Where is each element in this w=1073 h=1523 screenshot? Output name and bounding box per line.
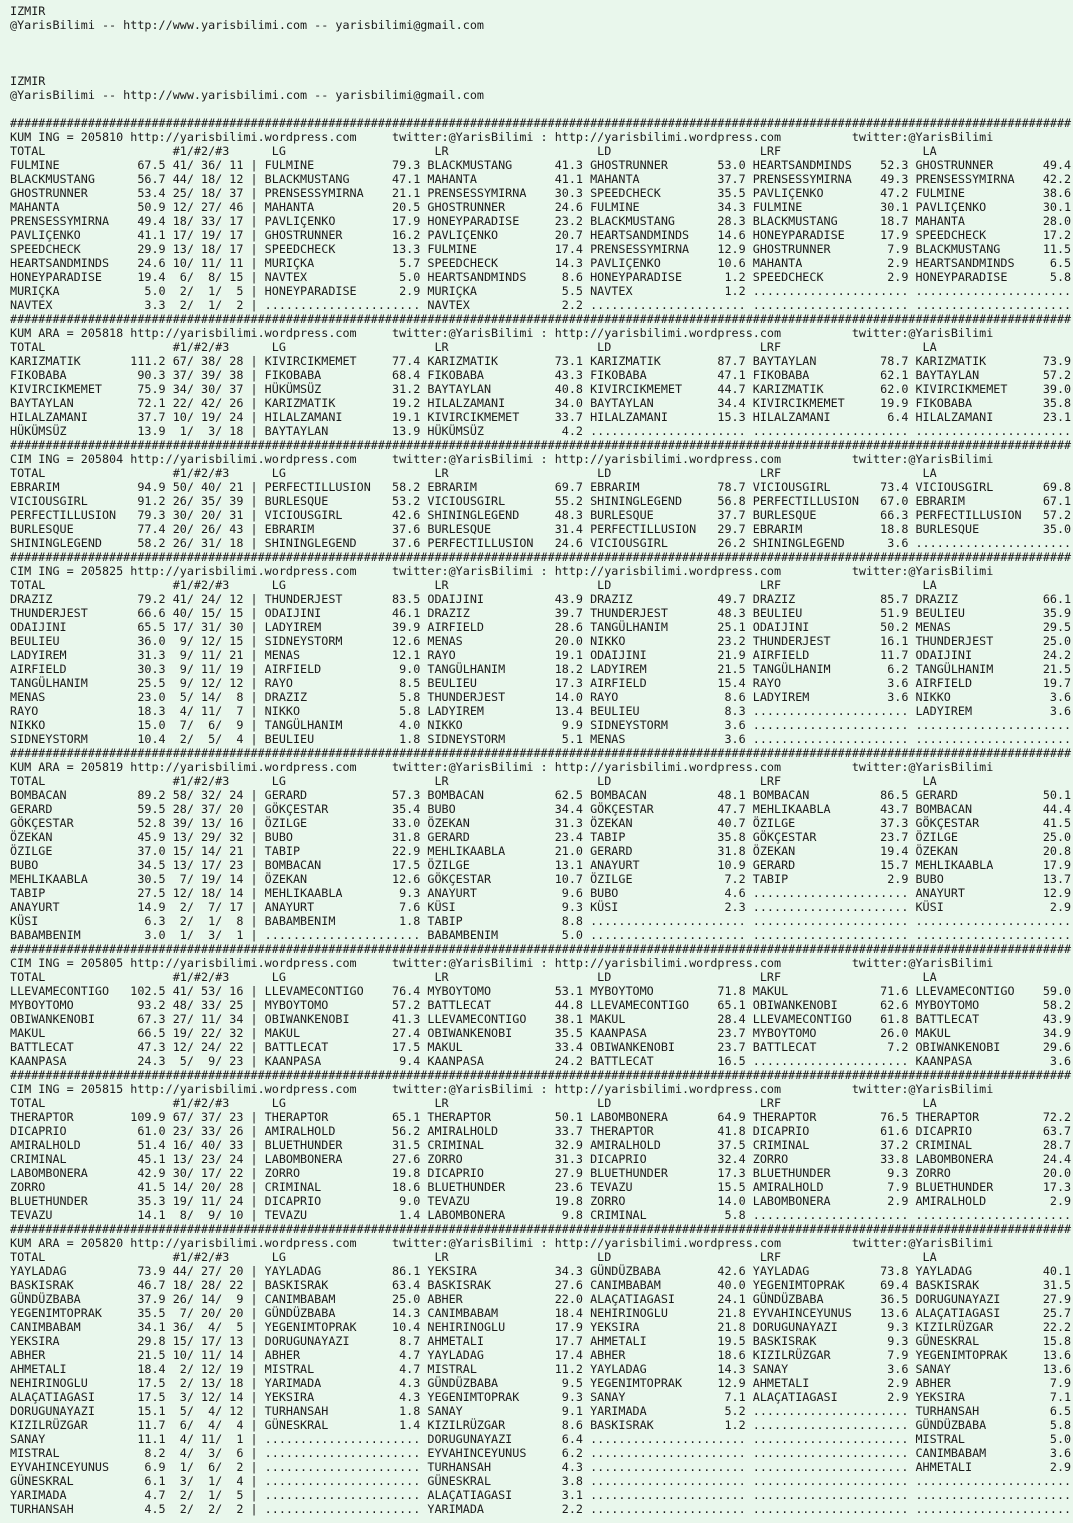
- separator-line: ######################################################################################################################################################: [10, 1068, 1072, 1082]
- data-row: DICAPRIO 61.0 23/ 33/ 26 | AMIRALHOLD 56.2 AMIRALHOLD 33.7 THERAPTOR 41.8 DICAPRIO 61.6 DICAPRIO 63.7: [10, 1124, 1072, 1138]
- data-row: AMIRALHOLD 51.4 16/ 40/ 33 | BLUETHUNDER 31.5 CRIMINAL 32.9 AMIRALHOLD 37.5 CRIMINAL 37.2 CRIMINAL 28.7: [10, 1138, 1072, 1152]
- data-row: LADYIREM 31.3 9/ 11/ 21 | MENAS 12.1 RAYO 19.1 ODAIJINI 21.9 AIRFIELD 11.7 ODAIJINI 24.2: [10, 648, 1072, 662]
- data-row: BAYTAYLAN 72.1 22/ 42/ 26 | KARIZMATIK 19.2 HILALZAMANI 34.0 BAYTAYLAN 34.4 KIVIRCIKMEMET 19.9 FIKOBABA 35.8: [10, 396, 1072, 410]
- data-row: BOMBACAN 89.2 58/ 32/ 24 | GERARD 57.3 BOMBACAN 62.5 BOMBACAN 48.1 BOMBACAN 86.5 GERARD 50.1: [10, 788, 1072, 802]
- data-row: YAYLADAG 73.9 44/ 27/ 20 | YAYLADAG 86.1 YEKSIRA 34.3 GÜNDÜZBABA 42.6 YAYLADAG 73.8 YAYLADAG 40.1: [10, 1264, 1072, 1278]
- column-header-row: TOTAL #1/#2/#3 LG LR LD LRF LA: [10, 144, 937, 158]
- data-row: NIKKO 15.0 7/ 6/ 9 | TANGÜLHANIM 4.0 NIKKO 9.9 SIDNEYSTORM 3.6 ...................... ......................: [10, 718, 1072, 732]
- data-row: BABAMBENIM 3.0 1/ 3/ 1 | ...................... BABAMBENIM 5.0 ...................... ...................... ......................: [10, 928, 1072, 942]
- blank-line: [10, 46, 1073, 60]
- data-row: GHOSTRUNNER 53.4 25/ 18/ 37 | PRENSESSYMIRNA 21.1 PRENSESSYMIRNA 30.3 SPEEDCHECK 35.5 PAVLIÇENKO 47.2 FULMINE 38.6: [10, 186, 1072, 200]
- data-row: HILALZAMANI 37.7 10/ 19/ 24 | HILALZAMANI 19.1 KIVIRCIKMEMET 33.7 HILALZAMANI 15.3 HILALZAMANI 6.4 HILALZAMANI 23.1: [10, 410, 1072, 424]
- data-row: OBIWANKENOBI 67.3 27/ 11/ 34 | OBIWANKENOBI 41.3 LLEVAMECONTIGO 38.1 MAKUL 28.4 LLEVAMECONTIGO 61.8 BATTLECAT 43.9: [10, 1012, 1072, 1026]
- data-row: LABOMBONERA 42.9 30/ 17/ 22 | ZORRO 19.8 DICAPRIO 27.9 BLUETHUNDER 17.3 BLUETHUNDER 9.3 ZORRO 20.0: [10, 1166, 1072, 1180]
- data-row: SPEEDCHECK 29.9 13/ 18/ 17 | SPEEDCHECK 13.3 FULMINE 17.4 PRENSESSYMIRNA 12.9 GHOSTRUNNER 7.9 BLACKMUSTANG 11.5: [10, 242, 1072, 256]
- data-row: KIVIRCIKMEMET 75.9 34/ 30/ 37 | HÜKÜMSÜZ 31.2 BAYTAYLAN 40.8 KIVIRCIKMEMET 44.7 KARIZMATIK 62.0 KIVIRCIKMEMET 39.0: [10, 382, 1072, 396]
- data-row: MYBOYTOMO 93.2 48/ 33/ 25 | MYBOYTOMO 57.2 BATTLECAT 44.8 LLEVAMECONTIGO 65.1 OBIWANKENOBI 62.6 MYBOYTOMO 58.2: [10, 998, 1072, 1012]
- data-row: VICIOUSGIRL 91.2 26/ 35/ 39 | BURLESQUE 53.2 VICIOUSGIRL 55.2 SHININGLEGEND 56.8 PERFECTILLUSION 67.0 EBRARIM 67.1: [10, 494, 1072, 508]
- data-row: TANGÜLHANIM 25.5 9/ 12/ 12 | RAYO 8.5 BEULIEU 17.3 AIRFIELD 15.4 RAYO 3.6 AIRFIELD 19.7: [10, 676, 1072, 690]
- data-row: SIDNEYSTORM 10.4 2/ 5/ 4 | BEULIEU 1.8 SIDNEYSTORM 5.1 MENAS 3.6 ...................... ......................: [10, 732, 1072, 746]
- data-row: MEHLIKAABLA 30.5 7/ 19/ 14 | ÖZEKAN 12.6 GÖKÇESTAR 10.7 ÖZILGE 7.2 TABIP 2.9 BUBO 13.7: [10, 872, 1072, 886]
- data-row: ANAYURT 14.9 2/ 7/ 17 | ANAYURT 7.6 KÜSI 9.3 KÜSI 2.3 ...................... KÜSI 2.9: [10, 900, 1072, 914]
- data-row: PERFECTILLUSION 79.3 30/ 20/ 31 | VICIOUSGIRL 42.6 SHININGLEGEND 48.3 BURLESQUE 37.7 BURLESQUE 66.3 PERFECTILLUSION 57.2: [10, 508, 1072, 522]
- data-row: PAVLIÇENKO 41.1 17/ 19/ 17 | GHOSTRUNNER 16.2 PAVLIÇENKO 20.7 HEARTSANDMINDS 14.6 HONEYPARADISE 17.9 SPEEDCHECK 17.2: [10, 228, 1072, 242]
- data-row: RAYO 18.3 4/ 11/ 7 | NIKKO 5.8 LADYIREM 13.4 BEULIEU 8.3 ...................... LADYIREM 3.6: [10, 704, 1072, 718]
- section-title: KUM ING = 205810 http://yarisbilimi.wordpress.com twitter:@YarisBilimi : http://yarisbilimi.wordpress.com twitter:@YarisBilimi: [10, 130, 994, 144]
- separator-line: ######################################################################################################################################################: [10, 116, 1072, 130]
- data-row: YARIMADA 4.7 2/ 1/ 5 | ...................... ALAÇATIAGASI 3.1 ...................... ...................... ......................: [10, 1488, 1072, 1502]
- data-row: YEGENIMTOPRAK 35.5 7/ 20/ 20 | GÜNDÜZBABA 14.3 CANIMBABAM 18.4 NEHIRINOGLU 21.8 EYVAHINCEYUNUS 13.6 ALAÇATIAGASI 25.7: [10, 1306, 1072, 1320]
- separator-line: ######################################################################################################################################################: [10, 550, 1072, 564]
- data-row: MAHANTA 50.9 12/ 27/ 46 | MAHANTA 20.5 GHOSTRUNNER 24.6 FULMINE 34.3 FULMINE 30.1 PAVLIÇENKO 30.1: [10, 200, 1072, 214]
- data-row: CANIMBABAM 34.1 36/ 4/ 5 | YEGENIMTOPRAK 10.4 NEHIRINOGLU 17.9 YEKSIRA 21.8 DORUGUNAYAZI 9.3 KIZILRÜZGAR 22.2: [10, 1320, 1072, 1334]
- column-header-row: TOTAL #1/#2/#3 LG LR LD LRF LA: [10, 774, 937, 788]
- data-row: BURLESQUE 77.4 20/ 26/ 43 | EBRARIM 37.6 BURLESQUE 31.4 PERFECTILLUSION 29.7 EBRARIM 18.8 BURLESQUE 35.0: [10, 522, 1072, 536]
- location-line: IZMIR: [10, 4, 46, 18]
- separator-line: ######################################################################################################################################################: [10, 1222, 1072, 1236]
- data-row: THERAPTOR 109.9 67/ 37/ 23 | THERAPTOR 65.1 THERAPTOR 50.1 LABOMBONERA 64.9 THERAPTOR 76.5 THERAPTOR 72.2: [10, 1110, 1072, 1124]
- section-title: KUM ARA = 205818 http://yarisbilimi.wordpress.com twitter:@YarisBilimi : http://yarisbilimi.wordpress.com twitter:@YarisBilimi: [10, 326, 994, 340]
- data-row: ÖZILGE 37.0 15/ 14/ 21 | TABIP 22.9 MEHLIKAABLA 21.0 GERARD 31.8 ÖZEKAN 19.4 ÖZEKAN 20.8: [10, 844, 1072, 858]
- data-row: GERARD 59.5 28/ 37/ 20 | GÖKÇESTAR 35.4 BUBO 34.4 GÖKÇESTAR 47.7 MEHLIKAABLA 43.7 BOMBACAN 44.4: [10, 802, 1072, 816]
- data-row: BASKISRAK 46.7 18/ 28/ 22 | BASKISRAK 63.4 BASKISRAK 27.6 CANIMBABAM 40.0 YEGENIMTOPRAK 69.4 BASKISRAK 31.5: [10, 1278, 1072, 1292]
- section-title: KUM ARA = 205819 http://yarisbilimi.wordpress.com twitter:@YarisBilimi : http://yarisbilimi.wordpress.com twitter:@YarisBilimi: [10, 760, 994, 774]
- data-row: BLUETHUNDER 35.3 19/ 11/ 24 | DICAPRIO 9.0 TEVAZU 19.8 ZORRO 14.0 LABOMBONERA 2.9 AMIRALHOLD 2.9: [10, 1194, 1072, 1208]
- data-row: CRIMINAL 45.1 13/ 23/ 24 | LABOMBONERA 27.6 ZORRO 31.3 DICAPRIO 32.4 ZORRO 33.8 LABOMBONERA 24.4: [10, 1152, 1072, 1166]
- data-row: PRENSESSYMIRNA 49.4 18/ 33/ 17 | PAVLIÇENKO 17.9 HONEYPARADISE 23.2 BLACKMUSTANG 28.3 BLACKMUSTANG 18.7 MAHANTA 28.0: [10, 214, 1072, 228]
- data-row: KÜSI 6.3 2/ 1/ 8 | BABAMBENIM 1.8 TABIP 8.8 ...................... ...................... ......................: [10, 914, 1072, 928]
- data-row: TABIP 27.5 12/ 18/ 14 | MEHLIKAABLA 9.3 ANAYURT 9.6 BUBO 4.6 ...................... ANAYURT 12.9: [10, 886, 1072, 900]
- data-row: ABHER 21.5 10/ 11/ 14 | ABHER 4.7 YAYLADAG 17.4 ABHER 18.6 KIZILRÜZGAR 7.9 YEGENIMTOPRAK 13.6: [10, 1348, 1072, 1362]
- data-row: HONEYPARADISE 19.4 6/ 8/ 15 | NAVTEX 5.0 HEARTSANDMINDS 8.6 HONEYPARADISE 1.2 SPEEDCHECK 2.9 HONEYPARADISE 5.8: [10, 270, 1072, 284]
- separator-line: ######################################################################################################################################################: [10, 438, 1072, 452]
- section-title: CIM ING = 205825 http://yarisbilimi.wordpress.com twitter:@YarisBilimi : http://yarisbilimi.wordpress.com twitter:@YarisBilimi: [10, 564, 994, 578]
- data-row: ALAÇATIAGASI 17.5 3/ 12/ 14 | YEKSIRA 4.3 YEGENIMTOPRAK 9.3 SANAY 7.1 ALAÇATIAGASI 2.9 YEKSIRA 7.1: [10, 1390, 1072, 1404]
- data-row: EBRARIM 94.9 50/ 40/ 21 | PERFECTILLUSION 58.2 EBRARIM 69.7 EBRARIM 78.7 VICIOUSGIRL 73.4 VICIOUSGIRL 69.8: [10, 480, 1072, 494]
- separator-line: ######################################################################################################################################################: [10, 746, 1072, 760]
- column-header-row: TOTAL #1/#2/#3 LG LR LD LRF LA: [10, 340, 937, 354]
- column-header-row: TOTAL #1/#2/#3 LG LR LD LRF LA: [10, 970, 937, 984]
- section-title: CIM ING = 205805 http://yarisbilimi.wordpress.com twitter:@YarisBilimi : http://yarisbilimi.wordpress.com twitter:@YarisBilimi: [10, 956, 994, 970]
- data-row: ÖZEKAN 45.9 13/ 29/ 32 | BUBO 31.8 GERARD 23.4 TABIP 35.8 GÖKÇESTAR 23.7 ÖZILGE 25.0: [10, 830, 1072, 844]
- data-row: MAKUL 66.5 19/ 22/ 32 | MAKUL 27.4 OBIWANKENOBI 35.5 KAANPASA 23.7 MYBOYTOMO 26.0 MAKUL 34.9: [10, 1026, 1072, 1040]
- separator-line: ######################################################################################################################################################: [10, 312, 1072, 326]
- data-row: GÜNDÜZBABA 37.9 26/ 14/ 9 | CANIMBABAM 25.0 ABHER 22.0 ALAÇATIAGASI 24.1 GÜNDÜZBABA 36.5 DORUGUNAYAZI 27.9: [10, 1292, 1072, 1306]
- data-row: FULMINE 67.5 41/ 36/ 11 | FULMINE 79.3 BLACKMUSTANG 41.3 GHOSTRUNNER 53.0 HEARTSANDMINDS 52.3 GHOSTRUNNER 49.4: [10, 158, 1072, 172]
- contact-line: @YarisBilimi -- http://www.yarisbilimi.com -- yarisbilimi@gmail.com: [10, 18, 484, 32]
- data-row: TEVAZU 14.1 8/ 9/ 10 | TEVAZU 1.4 LABOMBONERA 9.8 CRIMINAL 5.8 ...................... ......................: [10, 1208, 1072, 1222]
- data-row: ZORRO 41.5 14/ 20/ 28 | CRIMINAL 18.6 BLUETHUNDER 23.6 TEVAZU 15.5 AMIRALHOLD 7.9 BLUETHUNDER 17.3: [10, 1180, 1072, 1194]
- data-row: HEARTSANDMINDS 24.6 10/ 11/ 11 | MURIÇKA 5.7 SPEEDCHECK 14.3 PAVLIÇENKO 10.6 MAHANTA 2.9 HEARTSANDMINDS 6.5: [10, 256, 1072, 270]
- data-row: MISTRAL 8.2 4/ 3/ 6 | ...................... EYVAHINCEYUNUS 6.2 ...................... ...................... CANIMBABAM 3.6: [10, 1446, 1072, 1460]
- data-row: LLEVAMECONTIGO 102.5 41/ 53/ 16 | LLEVAMECONTIGO 76.4 MYBOYTOMO 53.1 MYBOYTOMO 71.8 MAKUL 71.6 LLEVAMECONTIGO 59.0: [10, 984, 1072, 998]
- blank-line: [10, 60, 1073, 74]
- data-row: ODAIJINI 65.5 17/ 31/ 30 | LADYIREM 39.9 AIRFIELD 28.6 TANGÜLHANIM 25.1 ODAIJINI 50.2 MENAS 29.5: [10, 620, 1072, 634]
- data-row: MENAS 23.0 5/ 14/ 8 | DRAZIZ 5.8 THUNDERJEST 14.0 RAYO 8.6 LADYIREM 3.6 NIKKO 3.6: [10, 690, 1072, 704]
- data-row: AIRFIELD 30.3 9/ 11/ 19 | AIRFIELD 9.0 TANGÜLHANIM 18.2 LADYIREM 21.5 TANGÜLHANIM 6.2 TANGÜLHANIM 21.5: [10, 662, 1072, 676]
- column-header-row: TOTAL #1/#2/#3 LG LR LD LRF LA: [10, 1250, 937, 1264]
- data-row: SANAY 11.1 4/ 11/ 1 | ...................... DORUGUNAYAZI 6.4 ...................... ...................... MISTRAL 5.0: [10, 1432, 1072, 1446]
- section-title: KUM ARA = 205820 http://yarisbilimi.wordpress.com twitter:@YarisBilimi : http://yarisbilimi.wordpress.com twitter:@YarisBilimi: [10, 1236, 994, 1250]
- data-row: KARIZMATIK 111.2 67/ 38/ 28 | KIVIRCIKMEMET 77.4 KARIZMATIK 73.1 KARIZMATIK 87.7 BAYTAYLAN 78.7 KARIZMATIK 73.9: [10, 354, 1072, 368]
- data-row: BEULIEU 36.0 9/ 12/ 15 | SIDNEYSTORM 12.6 MENAS 20.0 NIKKO 23.2 THUNDERJEST 16.1 THUNDERJEST 25.0: [10, 634, 1072, 648]
- data-row: HÜKÜMSÜZ 13.9 1/ 3/ 18 | BAYTAYLAN 13.9 HÜKÜMSÜZ 4.2 ...................... ...................... ......................: [10, 424, 1072, 438]
- data-row: TURHANSAH 4.5 2/ 2/ 2 | ...................... YARIMADA 2.2 ...................... ...................... ......................: [10, 1502, 1072, 1516]
- data-row: DRAZIZ 79.2 41/ 24/ 12 | THUNDERJEST 83.5 ODAIJINI 43.9 DRAZIZ 49.7 DRAZIZ 85.7 DRAZIZ 66.1: [10, 592, 1072, 606]
- section-title: CIM ING = 205804 http://yarisbilimi.wordpress.com twitter:@YarisBilimi : http://yarisbilimi.wordpress.com twitter:@YarisBilimi: [10, 452, 994, 466]
- data-row: BATTLECAT 47.3 12/ 24/ 22 | BATTLECAT 17.5 MAKUL 33.4 OBIWANKENOBI 23.7 BATTLECAT 7.2 OBIWANKENOBI 29.6: [10, 1040, 1072, 1054]
- data-row: YEKSIRA 29.8 15/ 17/ 13 | DORUGUNAYAZI 8.7 AHMETALI 17.7 AHMETALI 19.5 BASKISRAK 9.3 GÜNESKRAL 15.8: [10, 1334, 1072, 1348]
- data-row: BUBO 34.5 13/ 17/ 23 | BOMBACAN 17.5 ÖZILGE 13.1 ANAYURT 10.9 GERARD 15.7 MEHLIKAABLA 17.9: [10, 858, 1072, 872]
- column-header-row: TOTAL #1/#2/#3 LG LR LD LRF LA: [10, 1096, 937, 1110]
- data-row: MURIÇKA 5.0 2/ 1/ 5 | HONEYPARADISE 2.9 MURIÇKA 5.5 NAVTEX 1.2 ...................... ......................: [10, 284, 1072, 298]
- data-row: FIKOBABA 90.3 37/ 39/ 38 | FIKOBABA 68.4 FIKOBABA 43.3 FIKOBABA 47.1 FIKOBABA 62.1 BAYTAYLAN 57.2: [10, 368, 1072, 382]
- contact-line: @YarisBilimi -- http://www.yarisbilimi.com -- yarisbilimi@gmail.com: [10, 88, 484, 102]
- data-row: NEHIRINOGLU 17.5 2/ 13/ 18 | YARIMADA 4.3 GÜNDÜZBABA 9.5 YEGENIMTOPRAK 12.9 AHMETALI 2.9 ABHER 7.9: [10, 1376, 1072, 1390]
- data-row: NAVTEX 3.3 2/ 1/ 2 | ...................... NAVTEX 2.2 ...................... ...................... ......................: [10, 298, 1072, 312]
- data-row: KAANPASA 24.3 5/ 9/ 23 | KAANPASA 9.4 KAANPASA 24.2 BATTLECAT 16.5 ...................... KAANPASA 3.6: [10, 1054, 1072, 1068]
- blank-line: [10, 32, 1073, 46]
- section-title: CIM ING = 205815 http://yarisbilimi.wordpress.com twitter:@YarisBilimi : http://yarisbilimi.wordpress.com twitter:@YarisBilimi: [10, 1082, 994, 1096]
- separator-line: ######################################################################################################################################################: [10, 942, 1072, 956]
- data-row: SHININGLEGEND 58.2 26/ 31/ 18 | SHININGLEGEND 37.6 PERFECTILLUSION 24.6 VICIOUSGIRL 26.2 SHININGLEGEND 3.6 ......................: [10, 536, 1072, 550]
- column-header-row: TOTAL #1/#2/#3 LG LR LD LRF LA: [10, 466, 937, 480]
- data-row: EYVAHINCEYUNUS 6.9 1/ 6/ 2 | ...................... TURHANSAH 4.3 ...................... ...................... AHMETALI 2.9: [10, 1460, 1072, 1474]
- location-line: IZMIR: [10, 74, 46, 88]
- data-row: KIZILRÜZGAR 11.7 6/ 4/ 4 | GÜNESKRAL 1.4 KIZILRÜZGAR 8.6 BASKISRAK 1.2 ...................... GÜNDÜZBABA 5.8: [10, 1418, 1072, 1432]
- data-row: DORUGUNAYAZI 15.1 5/ 4/ 12 | TURHANSAH 1.8 SANAY 9.1 YARIMADA 5.2 ...................... TURHANSAH 6.5: [10, 1404, 1072, 1418]
- data-row: GÜNESKRAL 6.1 3/ 1/ 4 | ...................... GÜNESKRAL 3.8 ...................... ...................... ......................: [10, 1474, 1072, 1488]
- data-row: THUNDERJEST 66.6 40/ 15/ 15 | ODAIJINI 46.1 DRAZIZ 39.7 THUNDERJEST 48.3 BEULIEU 51.9 BEULIEU 35.9: [10, 606, 1072, 620]
- data-row: AHMETALI 18.4 2/ 12/ 19 | MISTRAL 4.7 MISTRAL 11.2 YAYLADAG 14.3 SANAY 3.6 SANAY 13.6: [10, 1362, 1072, 1376]
- data-row: BLACKMUSTANG 56.7 44/ 18/ 12 | BLACKMUSTANG 47.1 MAHANTA 41.1 MAHANTA 37.7 PRENSESSYMIRNA 49.3 PRENSESSYMIRNA 42.2: [10, 172, 1072, 186]
- data-row: GÖKÇESTAR 52.8 39/ 13/ 16 | ÖZILGE 33.0 ÖZEKAN 31.3 ÖZEKAN 40.7 ÖZILGE 37.3 GÖKÇESTAR 41.5: [10, 816, 1072, 830]
- column-header-row: TOTAL #1/#2/#3 LG LR LD LRF LA: [10, 578, 937, 592]
- blank-line: [10, 102, 1073, 116]
